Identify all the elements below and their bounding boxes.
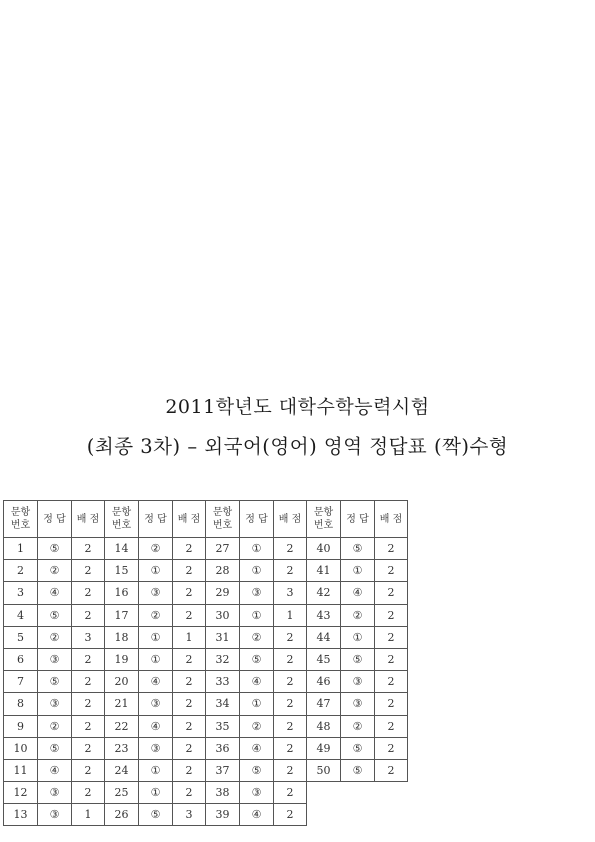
answer-cell: ② [139, 538, 173, 560]
points-cell: 2 [274, 693, 307, 715]
empty-cell [375, 804, 408, 826]
table-row [4, 648, 408, 670]
question-number-cell: 11 [4, 759, 38, 781]
question-number-cell: 5 [4, 626, 38, 648]
points-cell: 2 [375, 693, 408, 715]
answer-cell: ① [240, 693, 274, 715]
points-cell: 3 [72, 626, 105, 648]
answer-cell: ① [139, 782, 173, 804]
question-number-cell: 18 [105, 626, 139, 648]
points-cell: 2 [72, 693, 105, 715]
question-number-cell: 26 [105, 804, 139, 826]
points-cell: 2 [375, 604, 408, 626]
answer-cell: ② [240, 626, 274, 648]
table-row [4, 782, 408, 804]
answer-cell: ① [139, 648, 173, 670]
question-number-cell: 30 [206, 604, 240, 626]
points-cell: 2 [173, 715, 206, 737]
answer-cell: ④ [341, 582, 375, 604]
points-cell: 2 [173, 538, 206, 560]
answer-cell: ⑤ [341, 648, 375, 670]
answer-cell: ④ [38, 759, 72, 781]
question-number-cell: 7 [4, 671, 38, 693]
answer-cell: ④ [240, 737, 274, 759]
table-row [4, 737, 408, 759]
points-cell: 2 [274, 804, 307, 826]
question-number-cell: 25 [105, 782, 139, 804]
points-cell: 1 [72, 804, 105, 826]
answer-cell: ⑤ [38, 538, 72, 560]
answer-cell: ③ [240, 782, 274, 804]
answer-cell: ① [341, 626, 375, 648]
question-number-cell: 12 [4, 782, 38, 804]
points-cell: 2 [375, 560, 408, 582]
answer-cell: ⑤ [341, 759, 375, 781]
answer-cell: ③ [38, 693, 72, 715]
table-row [4, 626, 408, 648]
question-number-cell: 44 [307, 626, 341, 648]
answer-cell: ③ [139, 582, 173, 604]
question-number-cell: 19 [105, 648, 139, 670]
question-number-cell: 6 [4, 648, 38, 670]
question-number-cell: 15 [105, 560, 139, 582]
question-number-cell: 50 [307, 759, 341, 781]
answer-cell: ④ [38, 582, 72, 604]
question-number-cell: 39 [206, 804, 240, 826]
answer-cell: ⑤ [341, 538, 375, 560]
points-cell: 2 [173, 648, 206, 670]
points-cell: 1 [173, 626, 206, 648]
question-number-cell: 32 [206, 648, 240, 670]
question-number-cell: 9 [4, 715, 38, 737]
question-number-cell: 48 [307, 715, 341, 737]
header-points: 배 점 [375, 501, 408, 538]
question-number-cell: 10 [4, 737, 38, 759]
points-cell: 3 [274, 582, 307, 604]
question-number-cell: 8 [4, 693, 38, 715]
answer-key-table [3, 500, 408, 826]
question-number-cell: 41 [307, 560, 341, 582]
empty-cell [341, 804, 375, 826]
answer-cell: ④ [240, 804, 274, 826]
table-row [4, 804, 408, 826]
points-cell: 2 [274, 626, 307, 648]
header-row [4, 501, 408, 538]
question-number-cell: 27 [206, 538, 240, 560]
answer-cell: ③ [341, 693, 375, 715]
question-number-cell: 36 [206, 737, 240, 759]
question-number-cell: 21 [105, 693, 139, 715]
points-cell: 2 [173, 759, 206, 781]
points-cell: 2 [274, 648, 307, 670]
header-question-number: 문항 번호 [105, 501, 139, 538]
answer-cell: ⑤ [38, 737, 72, 759]
points-cell: 2 [173, 560, 206, 582]
question-number-cell: 47 [307, 693, 341, 715]
points-cell: 2 [173, 737, 206, 759]
empty-cell [307, 804, 341, 826]
question-number-cell: 16 [105, 582, 139, 604]
answer-cell: ③ [240, 582, 274, 604]
answer-cell: ② [38, 715, 72, 737]
answer-cell: ① [240, 538, 274, 560]
table-row [4, 715, 408, 737]
points-cell: 2 [375, 538, 408, 560]
table-row [4, 671, 408, 693]
question-number-cell: 20 [105, 671, 139, 693]
question-number-cell: 22 [105, 715, 139, 737]
answer-cell: ③ [139, 693, 173, 715]
answer-cell: ⑤ [139, 804, 173, 826]
answer-cell: ③ [341, 671, 375, 693]
points-cell: 2 [375, 626, 408, 648]
table-row [4, 759, 408, 781]
points-cell: 2 [72, 759, 105, 781]
answer-cell: ③ [38, 782, 72, 804]
question-number-cell: 38 [206, 782, 240, 804]
empty-cell [375, 782, 408, 804]
question-number-cell: 13 [4, 804, 38, 826]
question-number-cell: 24 [105, 759, 139, 781]
points-cell: 2 [274, 737, 307, 759]
answer-cell: ⑤ [38, 671, 72, 693]
answer-cell: ③ [139, 737, 173, 759]
question-number-cell: 43 [307, 604, 341, 626]
table-row [4, 582, 408, 604]
question-number-cell: 40 [307, 538, 341, 560]
points-cell: 2 [72, 715, 105, 737]
points-cell: 2 [274, 715, 307, 737]
points-cell: 3 [173, 804, 206, 826]
table-row [4, 538, 408, 560]
points-cell: 2 [72, 604, 105, 626]
points-cell: 2 [274, 538, 307, 560]
document-title: 2011학년도 대학수학능력시험 [165, 396, 430, 418]
answer-cell: ② [38, 626, 72, 648]
answer-cell: ④ [240, 671, 274, 693]
answer-cell: ② [341, 604, 375, 626]
answer-cell: ② [38, 560, 72, 582]
answer-cell: ③ [38, 648, 72, 670]
points-cell: 2 [274, 560, 307, 582]
question-number-cell: 33 [206, 671, 240, 693]
question-number-cell: 42 [307, 582, 341, 604]
points-cell: 2 [375, 737, 408, 759]
header-points: 배 점 [274, 501, 307, 538]
question-number-cell: 35 [206, 715, 240, 737]
answer-cell: ⑤ [240, 759, 274, 781]
question-number-cell: 2 [4, 560, 38, 582]
question-number-cell: 4 [4, 604, 38, 626]
answer-cell: ② [240, 715, 274, 737]
question-number-cell: 37 [206, 759, 240, 781]
answer-cell: ① [240, 560, 274, 582]
answer-cell: ③ [38, 804, 72, 826]
question-number-cell: 23 [105, 737, 139, 759]
answer-cell: ① [139, 560, 173, 582]
points-cell: 2 [274, 671, 307, 693]
question-number-cell: 14 [105, 538, 139, 560]
header-points: 배 점 [173, 501, 206, 538]
points-cell: 2 [72, 538, 105, 560]
answer-cell: ② [341, 715, 375, 737]
points-cell: 2 [274, 782, 307, 804]
points-cell: 2 [72, 648, 105, 670]
question-number-cell: 28 [206, 560, 240, 582]
question-number-cell: 17 [105, 604, 139, 626]
points-cell: 2 [173, 582, 206, 604]
header-answer: 정 답 [240, 501, 274, 538]
points-cell: 2 [375, 759, 408, 781]
points-cell: 2 [173, 671, 206, 693]
answer-cell: ⑤ [38, 604, 72, 626]
points-cell: 2 [173, 693, 206, 715]
header-answer: 정 답 [341, 501, 375, 538]
answer-cell: ④ [139, 715, 173, 737]
points-cell: 2 [375, 648, 408, 670]
header-answer: 정 답 [139, 501, 173, 538]
question-number-cell: 29 [206, 582, 240, 604]
header-question-number: 문항 번호 [4, 501, 38, 538]
empty-cell [307, 782, 341, 804]
question-number-cell: 31 [206, 626, 240, 648]
points-cell: 2 [375, 715, 408, 737]
points-cell: 2 [72, 782, 105, 804]
answer-cell: ① [240, 604, 274, 626]
question-number-cell: 34 [206, 693, 240, 715]
points-cell: 2 [72, 582, 105, 604]
document-subtitle: (최종 3차) – 외국어(영어) 영역 정답표 (짝)수형 [86, 435, 509, 458]
answer-cell: ⑤ [240, 648, 274, 670]
answer-cell: ① [341, 560, 375, 582]
points-cell: 2 [72, 671, 105, 693]
header-answer: 정 답 [38, 501, 72, 538]
table-row [4, 604, 408, 626]
points-cell: 2 [173, 782, 206, 804]
question-number-cell: 45 [307, 648, 341, 670]
header-question-number: 문항 번호 [307, 501, 341, 538]
answer-cell: ⑤ [341, 737, 375, 759]
points-cell: 2 [274, 759, 307, 781]
table-row [4, 560, 408, 582]
header-points: 배 점 [72, 501, 105, 538]
empty-cell [341, 782, 375, 804]
question-number-cell: 49 [307, 737, 341, 759]
question-number-cell: 46 [307, 671, 341, 693]
header-question-number: 문항 번호 [206, 501, 240, 538]
points-cell: 2 [173, 604, 206, 626]
question-number-cell: 1 [4, 538, 38, 560]
table-row [4, 693, 408, 715]
points-cell: 2 [72, 560, 105, 582]
points-cell: 2 [72, 737, 105, 759]
points-cell: 2 [375, 582, 408, 604]
answer-cell: ① [139, 626, 173, 648]
points-cell: 1 [274, 604, 307, 626]
answer-cell: ④ [139, 671, 173, 693]
question-number-cell: 3 [4, 582, 38, 604]
points-cell: 2 [375, 671, 408, 693]
answer-cell: ① [139, 759, 173, 781]
answer-cell: ② [139, 604, 173, 626]
